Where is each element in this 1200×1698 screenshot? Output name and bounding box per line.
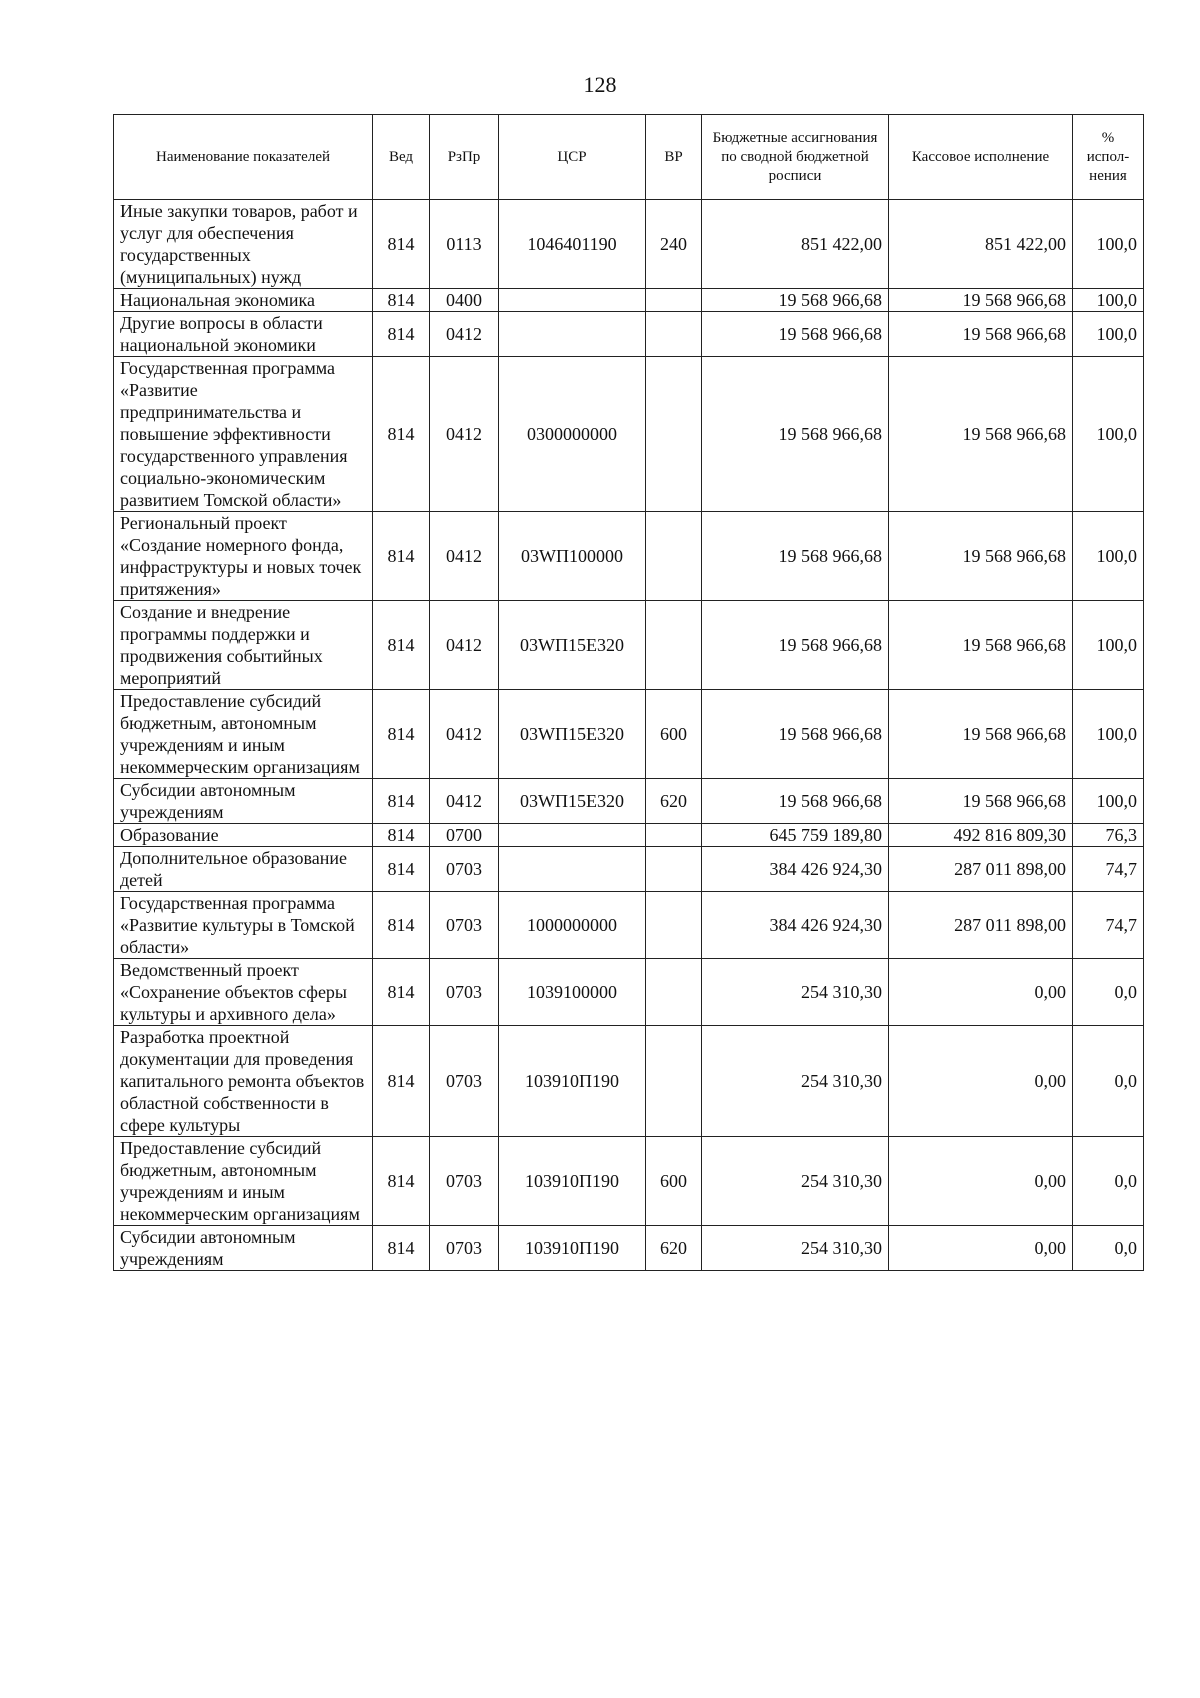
header-ved: Вед	[373, 115, 430, 200]
row-percent: 74,7	[1073, 892, 1144, 959]
row-execution: 19 568 966,68	[889, 312, 1073, 357]
row-execution: 19 568 966,68	[889, 690, 1073, 779]
row-assignations: 254 310,30	[702, 1226, 889, 1271]
row-assignations: 19 568 966,68	[702, 512, 889, 601]
row-percent: 100,0	[1073, 690, 1144, 779]
row-percent: 100,0	[1073, 779, 1144, 824]
row-ved: 814	[373, 601, 430, 690]
header-rzpr: РзПр	[430, 115, 499, 200]
row-execution: 287 011 898,00	[889, 847, 1073, 892]
row-percent: 100,0	[1073, 512, 1144, 601]
row-percent: 100,0	[1073, 312, 1144, 357]
row-ved: 814	[373, 312, 430, 357]
row-vr	[646, 512, 702, 601]
row-csr: 103910П190	[499, 1137, 646, 1226]
row-percent: 74,7	[1073, 847, 1144, 892]
row-ved: 814	[373, 847, 430, 892]
table-row	[114, 1137, 1144, 1226]
row-rzpr: 0703	[430, 847, 499, 892]
row-assignations: 19 568 966,68	[702, 690, 889, 779]
budget-execution-table	[113, 114, 1144, 1271]
row-name: Образование	[114, 824, 373, 847]
row-rzpr: 0703	[430, 892, 499, 959]
row-rzpr: 0412	[430, 690, 499, 779]
table-row	[114, 847, 1144, 892]
row-rzpr: 0412	[430, 779, 499, 824]
row-name: Государственная программа «Развитие предпринимательства и повышение эффективности государственного управления социально-экономическим развитием Томской области»	[114, 357, 373, 512]
header-vr: ВР	[646, 115, 702, 200]
row-name: Региональный проект «Создание номерного фонда, инфраструктуры и новых точек притяжения»	[114, 512, 373, 601]
row-rzpr: 0703	[430, 1137, 499, 1226]
row-assignations: 19 568 966,68	[702, 357, 889, 512]
row-vr	[646, 312, 702, 357]
row-name: Предоставление субсидий бюджетным, автономным учреждениям и иным некоммерческим организациям	[114, 690, 373, 779]
row-csr: 103910П190	[499, 1026, 646, 1137]
row-percent: 0,0	[1073, 1137, 1144, 1226]
row-csr: 0300000000	[499, 357, 646, 512]
row-ved: 814	[373, 779, 430, 824]
row-name: Дополнительное образование детей	[114, 847, 373, 892]
row-assignations: 254 310,30	[702, 959, 889, 1026]
row-execution: 19 568 966,68	[889, 601, 1073, 690]
row-ved: 814	[373, 1137, 430, 1226]
table-row	[114, 200, 1144, 289]
row-vr	[646, 959, 702, 1026]
row-execution: 851 422,00	[889, 200, 1073, 289]
table-row	[114, 1226, 1144, 1271]
table-row	[114, 512, 1144, 601]
row-percent: 100,0	[1073, 601, 1144, 690]
row-name: Национальная экономика	[114, 289, 373, 312]
header-assignations: Бюджетные ассигнования по сводной бюджетной росписи	[702, 115, 889, 200]
row-execution: 492 816 809,30	[889, 824, 1073, 847]
row-assignations: 19 568 966,68	[702, 601, 889, 690]
row-vr: 620	[646, 779, 702, 824]
row-name: Иные закупки товаров, работ и услуг для обеспечения государственных (муниципальных) нужд	[114, 200, 373, 289]
row-vr	[646, 601, 702, 690]
row-vr: 240	[646, 200, 702, 289]
table-row	[114, 779, 1144, 824]
header-csr: ЦСР	[499, 115, 646, 200]
row-rzpr: 0412	[430, 601, 499, 690]
row-execution: 19 568 966,68	[889, 512, 1073, 601]
row-vr	[646, 289, 702, 312]
row-name: Субсидии автономным учреждениям	[114, 779, 373, 824]
page-number: 128	[583, 72, 617, 97]
row-execution: 287 011 898,00	[889, 892, 1073, 959]
row-rzpr: 0412	[430, 312, 499, 357]
row-csr: 03WП15Е320	[499, 601, 646, 690]
header-percent: % испол-нения	[1073, 115, 1144, 200]
row-csr: 1039100000	[499, 959, 646, 1026]
row-rzpr: 0703	[430, 959, 499, 1026]
row-percent: 100,0	[1073, 357, 1144, 512]
row-csr: 03WП100000	[499, 512, 646, 601]
row-ved: 814	[373, 200, 430, 289]
row-vr	[646, 892, 702, 959]
row-assignations: 19 568 966,68	[702, 289, 889, 312]
table-row	[114, 357, 1144, 512]
row-csr: 1000000000	[499, 892, 646, 959]
row-ved: 814	[373, 1026, 430, 1137]
row-execution: 0,00	[889, 959, 1073, 1026]
row-name: Создание и внедрение программы поддержки и продвижения событийных мероприятий	[114, 601, 373, 690]
row-ved: 814	[373, 1226, 430, 1271]
row-csr: 1046401190	[499, 200, 646, 289]
header-name: Наименование показателей	[114, 115, 373, 200]
row-ved: 814	[373, 892, 430, 959]
row-csr: 103910П190	[499, 1226, 646, 1271]
table-row	[114, 959, 1144, 1026]
row-rzpr: 0400	[430, 289, 499, 312]
table-row	[114, 312, 1144, 357]
row-csr	[499, 847, 646, 892]
table-row	[114, 601, 1144, 690]
row-name: Ведомственный проект «Сохранение объектов сферы культуры и архивного дела»	[114, 959, 373, 1026]
row-ved: 814	[373, 357, 430, 512]
row-csr	[499, 312, 646, 357]
row-name: Субсидии автономным учреждениям	[114, 1226, 373, 1271]
row-assignations: 851 422,00	[702, 200, 889, 289]
row-execution: 0,00	[889, 1137, 1073, 1226]
row-ved: 814	[373, 690, 430, 779]
row-vr: 620	[646, 1226, 702, 1271]
row-execution: 19 568 966,68	[889, 779, 1073, 824]
table-row	[114, 289, 1144, 312]
table-row	[114, 690, 1144, 779]
table-row	[114, 1026, 1144, 1137]
row-assignations: 254 310,30	[702, 1026, 889, 1137]
row-percent: 100,0	[1073, 200, 1144, 289]
table-header-row	[114, 115, 1144, 200]
row-assignations: 19 568 966,68	[702, 779, 889, 824]
row-rzpr: 0113	[430, 200, 499, 289]
row-name: Разработка проектной документации для проведения капитального ремонта объектов областной собственности в сфере культуры	[114, 1026, 373, 1137]
row-name: Государственная программа «Развитие культуры в Томской области»	[114, 892, 373, 959]
row-csr: 03WП15Е320	[499, 690, 646, 779]
row-vr	[646, 357, 702, 512]
row-assignations: 254 310,30	[702, 1137, 889, 1226]
row-csr: 03WП15Е320	[499, 779, 646, 824]
row-execution: 0,00	[889, 1026, 1073, 1137]
row-name: Предоставление субсидий бюджетным, автономным учреждениям и иным некоммерческим организациям	[114, 1137, 373, 1226]
row-execution: 0,00	[889, 1226, 1073, 1271]
row-rzpr: 0700	[430, 824, 499, 847]
row-vr: 600	[646, 1137, 702, 1226]
row-vr: 600	[646, 690, 702, 779]
row-percent: 0,0	[1073, 959, 1144, 1026]
row-ved: 814	[373, 512, 430, 601]
row-vr	[646, 824, 702, 847]
row-vr	[646, 1026, 702, 1137]
table-row	[114, 892, 1144, 959]
row-rzpr: 0412	[430, 357, 499, 512]
row-execution: 19 568 966,68	[889, 357, 1073, 512]
row-assignations: 645 759 189,80	[702, 824, 889, 847]
row-vr	[646, 847, 702, 892]
row-percent: 0,0	[1073, 1026, 1144, 1137]
row-name: Другие вопросы в области национальной экономики	[114, 312, 373, 357]
row-rzpr: 0703	[430, 1026, 499, 1137]
row-execution: 19 568 966,68	[889, 289, 1073, 312]
row-assignations: 384 426 924,30	[702, 847, 889, 892]
row-percent: 100,0	[1073, 289, 1144, 312]
row-ved: 814	[373, 824, 430, 847]
row-assignations: 19 568 966,68	[702, 312, 889, 357]
row-csr	[499, 824, 646, 847]
row-ved: 814	[373, 289, 430, 312]
row-percent: 0,0	[1073, 1226, 1144, 1271]
row-percent: 76,3	[1073, 824, 1144, 847]
row-rzpr: 0412	[430, 512, 499, 601]
row-ved: 814	[373, 959, 430, 1026]
header-execution: Кассовое исполнение	[889, 115, 1073, 200]
row-rzpr: 0703	[430, 1226, 499, 1271]
row-assignations: 384 426 924,30	[702, 892, 889, 959]
table-row	[114, 824, 1144, 847]
row-csr	[499, 289, 646, 312]
